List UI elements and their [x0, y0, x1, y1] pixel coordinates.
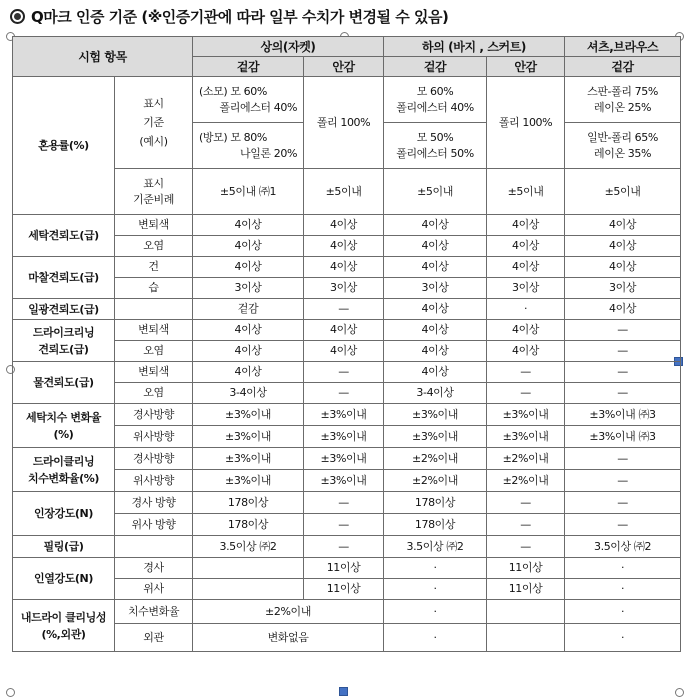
header-shirt: 셔츠,브라우스 [565, 37, 681, 57]
sub-label: 경사방향 [115, 404, 193, 426]
row-label-tensile: 인장강도(N) [13, 492, 115, 536]
sub-label [115, 536, 193, 558]
sub-label: 오염 [115, 341, 193, 362]
sub-label: 경사방향 [115, 448, 193, 470]
cell: 4이상 [487, 215, 565, 236]
cell-line: 폴리에스터 50% [396, 146, 474, 160]
cell: 3.5이상 ㈜2 [193, 536, 304, 558]
bullet-circle-icon [10, 9, 25, 24]
cell: 4이상 [193, 320, 304, 341]
cell: ±3%이내 [304, 470, 384, 492]
cell: — [565, 362, 681, 383]
header-jacket: 상의(자켓) [193, 37, 384, 57]
cell [193, 579, 304, 600]
cell: ±3%이내 [384, 404, 487, 426]
cell: 178이상 [384, 514, 487, 536]
cell: ±3%이내 [193, 426, 304, 448]
sub-label: 변퇴색 [115, 362, 193, 383]
cell: 4이상 [384, 236, 487, 257]
cell: ±3%이내 [304, 448, 384, 470]
cell-line: (소모) 모 60% [199, 84, 267, 98]
cell: ±5이내 [565, 169, 681, 215]
cell: 3이상 [384, 278, 487, 299]
cell: — [565, 383, 681, 404]
header-test-item: 시험 항목 [13, 37, 193, 77]
cell: 겉감 [193, 299, 304, 320]
sub-label: 치수변화율 [115, 600, 193, 624]
row-label-line: (%) [53, 427, 74, 441]
row-label-tear: 인열강도(N) [13, 558, 115, 600]
cell: — [304, 492, 384, 514]
sub-label: 위사 방향 [115, 514, 193, 536]
cell: ±2%이내 [487, 470, 565, 492]
row-label-light: 일광견뢰도(급) [13, 299, 115, 320]
cell: — [487, 536, 565, 558]
row-label-blend: 혼용률(%) [13, 77, 115, 215]
cell: · [565, 624, 681, 652]
header-lining: 안감 [487, 57, 565, 77]
cell: 4이상 [384, 362, 487, 383]
row-label-pilling: 필링(급) [13, 536, 115, 558]
cell: · [384, 558, 487, 579]
cell: ±5이내 [304, 169, 384, 215]
cell: ±5이내 ㈜1 [193, 169, 304, 215]
cell: — [487, 362, 565, 383]
sub-label-line: 기준 [143, 116, 164, 129]
cell: 4이상 [487, 341, 565, 362]
cell: ±5이내 [384, 169, 487, 215]
row-label-shrink [13, 404, 115, 448]
sub-label-display [115, 77, 193, 169]
cell: 4이상 [487, 236, 565, 257]
cell-line: (방모) 모 80% [199, 130, 267, 144]
sub-label [115, 299, 193, 320]
resize-handle-icon[interactable] [6, 688, 15, 697]
cell: 4이상 [193, 215, 304, 236]
cell: — [304, 536, 384, 558]
row-label-dryshrink [13, 448, 115, 492]
cell: 4이상 [304, 341, 384, 362]
cell: 변화없음 [193, 624, 384, 652]
cell: 3.5이상 ㈜2 [384, 536, 487, 558]
cell: 11이상 [487, 579, 565, 600]
cell: 4이상 [304, 257, 384, 278]
cell: 3이상 [193, 278, 304, 299]
cell: · [384, 600, 487, 624]
cell: — [487, 492, 565, 514]
cell-line: 나일론 20% [239, 146, 298, 160]
cell: ±3%이내 [384, 426, 487, 448]
cell [487, 600, 565, 624]
cell: 폴리 100% [304, 77, 384, 169]
cell-line: 스판-폴리 75% [587, 84, 658, 98]
cell: · [384, 624, 487, 652]
header-pants: 하의 (바지 , 스커트) [384, 37, 565, 57]
cell: 4이상 [304, 236, 384, 257]
cell: 4이상 [384, 299, 487, 320]
cell: 4이상 [193, 362, 304, 383]
cell: ±3%이내 [304, 404, 384, 426]
cell [193, 123, 304, 169]
cell: 4이상 [487, 257, 565, 278]
cell: ±5이내 [487, 169, 565, 215]
cell: ±3%이내 [193, 404, 304, 426]
cell: 4이상 [565, 215, 681, 236]
cell: · [487, 299, 565, 320]
cell: 3-4이상 [384, 383, 487, 404]
cell: 4이상 [304, 215, 384, 236]
cell: 4이상 [193, 236, 304, 257]
cell [565, 123, 681, 169]
sub-label: 외관 [115, 624, 193, 652]
title-text: Q마크 인증 기준 (※인증기관에 따라 일부 수치가 변경될 수 있음) [31, 7, 449, 26]
header-lining: 안감 [304, 57, 384, 77]
sub-label: 경사 방향 [115, 492, 193, 514]
row-label-dry [13, 320, 115, 362]
cell: 178이상 [384, 492, 487, 514]
page-title [10, 4, 448, 28]
cell [193, 77, 304, 123]
cell: ±2%이내 [487, 448, 565, 470]
row-label-wash: 세탁견뢰도(급) [13, 215, 115, 257]
cell: · [565, 558, 681, 579]
sub-label: 건 [115, 257, 193, 278]
cell: 4이상 [384, 320, 487, 341]
sub-label: 오염 [115, 236, 193, 257]
row-label-line: 견뢰도(급) [38, 342, 89, 356]
header-outer: 겉감 [384, 57, 487, 77]
cell: 4이상 [193, 257, 304, 278]
cell: ±2%이내 [193, 600, 384, 624]
cell-line: 모 60% [416, 84, 454, 98]
row-label-drycl [13, 600, 115, 652]
row-label-line: 내드라이 클리닝성 [20, 610, 107, 624]
cell: ±3%이내 [487, 404, 565, 426]
cell: 4이상 [384, 341, 487, 362]
cell: 3-4이상 [193, 383, 304, 404]
cell: 4이상 [565, 257, 681, 278]
row-label-line: 드라이클리닝 [32, 454, 95, 468]
cell-line: 모 50% [416, 130, 454, 144]
cell: 폴리 100% [487, 77, 565, 169]
row-label-water: 물견뢰도(급) [13, 362, 115, 404]
cell: 4이상 [384, 215, 487, 236]
cell: — [304, 299, 384, 320]
row-label-line: (%,외관) [41, 627, 86, 641]
cell: — [565, 448, 681, 470]
cell: 4이상 [565, 299, 681, 320]
cell: 178이상 [193, 514, 304, 536]
cell: ±3%이내 [193, 448, 304, 470]
cell-line: 레이온 25% [594, 100, 652, 114]
cell: ±3%이내 ㈜3 [565, 404, 681, 426]
cell: ±3%이내 [304, 426, 384, 448]
row-label-rub: 마찰견뢰도(급) [13, 257, 115, 299]
header-outer: 겉감 [565, 57, 681, 77]
cell-line: 레이온 35% [594, 146, 652, 160]
cell: — [565, 320, 681, 341]
cell [384, 123, 487, 169]
cell: 4이상 [487, 320, 565, 341]
cell: · [384, 579, 487, 600]
sub-label-line: (예시) [139, 135, 168, 148]
cell-line: 일반-폴리 65% [587, 130, 658, 144]
cell [565, 77, 681, 123]
sub-label: 경사 [115, 558, 193, 579]
row-label-line: 세탁치수 변화율 [25, 410, 101, 424]
sub-label: 위사방향 [115, 426, 193, 448]
cell-line: 폴리에스터 40% [219, 100, 298, 114]
sub-label-ratio [115, 169, 193, 215]
sub-label-line: 표시 [143, 97, 164, 110]
cell: 4이상 [384, 257, 487, 278]
cell: — [487, 383, 565, 404]
cell: 3이상 [565, 278, 681, 299]
sub-label: 오염 [115, 383, 193, 404]
cell: ±3%이내 ㈜3 [565, 426, 681, 448]
cell: — [565, 514, 681, 536]
cell: · [565, 579, 681, 600]
resize-handle-icon[interactable] [339, 687, 348, 696]
cell: 11이상 [304, 579, 384, 600]
cell: ±3%이내 [487, 426, 565, 448]
cell: 3이상 [487, 278, 565, 299]
cell: 4이상 [565, 236, 681, 257]
sub-label: 습 [115, 278, 193, 299]
cell [487, 624, 565, 652]
row-label-line: 드라이크리닝 [32, 325, 95, 339]
cell: — [565, 492, 681, 514]
cell: — [304, 362, 384, 383]
cell: — [565, 470, 681, 492]
sub-label: 위사 [115, 579, 193, 600]
cell: 4이상 [304, 320, 384, 341]
cell: ±3%이내 [193, 470, 304, 492]
resize-handle-icon[interactable] [675, 688, 684, 697]
cell [384, 77, 487, 123]
sub-label-line: 기준비례 [133, 192, 174, 206]
cell: — [565, 341, 681, 362]
sub-label: 변퇴색 [115, 320, 193, 341]
cell: ±2%이내 [384, 448, 487, 470]
cell: 3.5이상 ㈜2 [565, 536, 681, 558]
cell: 3이상 [304, 278, 384, 299]
cell-line: 폴리에스터 40% [396, 100, 474, 114]
sub-label: 위사방향 [115, 470, 193, 492]
cell: — [304, 514, 384, 536]
cell: · [565, 600, 681, 624]
cell [193, 558, 304, 579]
sub-label: 변퇴색 [115, 215, 193, 236]
row-label-line: 치수변화율(%) [27, 471, 99, 485]
cell: 178이상 [193, 492, 304, 514]
cell: 11이상 [304, 558, 384, 579]
cell: 4이상 [193, 341, 304, 362]
header-outer: 겉감 [193, 57, 304, 77]
cell: — [487, 514, 565, 536]
cell: 11이상 [487, 558, 565, 579]
cell: ±2%이내 [384, 470, 487, 492]
q-mark-standard-table [12, 36, 681, 652]
cell: — [304, 383, 384, 404]
sub-label-line: 표시 [143, 176, 164, 190]
